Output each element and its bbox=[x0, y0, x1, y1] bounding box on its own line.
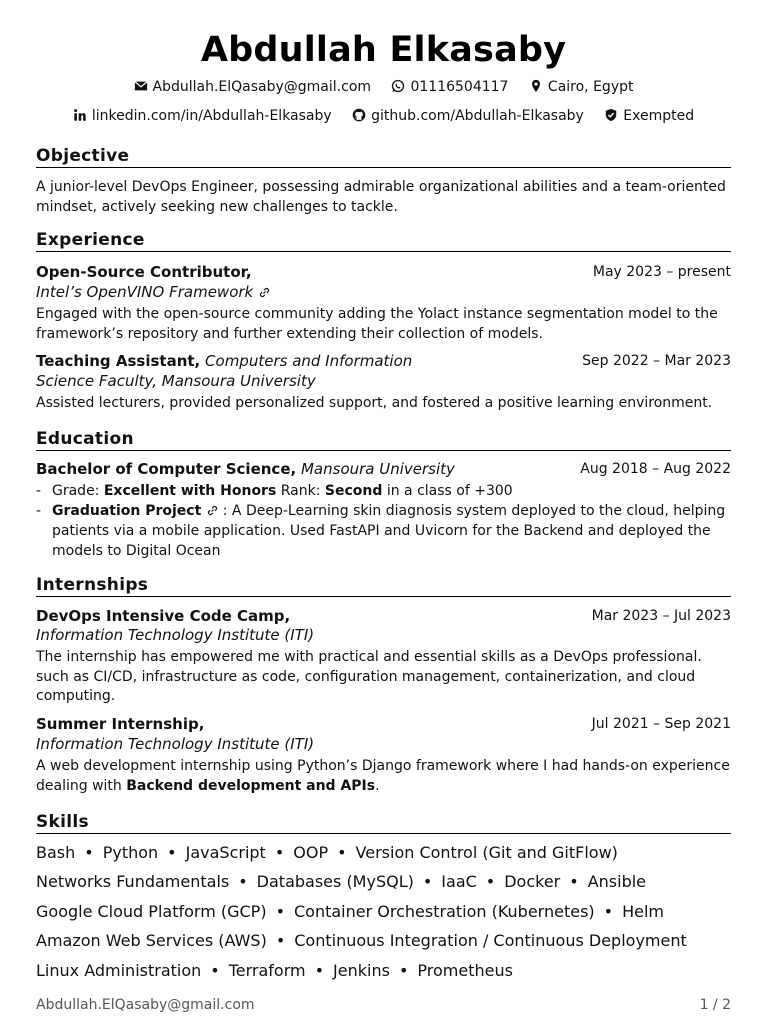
internship-role: DevOps Intensive Code Camp, bbox=[36, 607, 291, 625]
skill-item: Python bbox=[102, 843, 159, 862]
experience-subtitle bbox=[36, 283, 731, 301]
skill-separator: • bbox=[167, 843, 177, 862]
skill-separator: • bbox=[337, 843, 347, 862]
footer-email: Abdullah.ElQasaby@gmail.com bbox=[36, 997, 255, 1013]
skill-item: Networks Fundamentals bbox=[36, 872, 230, 891]
phone-text: 01116504117 bbox=[410, 79, 509, 95]
internship-subtitle: Information Technology Institute (ITI) bbox=[36, 626, 315, 644]
project-label: Graduation Project bbox=[52, 503, 202, 519]
experience-description: Assisted lecturers, provided personalized support, and fostered a positive learning environment. bbox=[36, 395, 713, 411]
shield-icon bbox=[604, 108, 618, 122]
whatsapp-icon bbox=[391, 79, 405, 93]
military-status bbox=[604, 108, 694, 124]
skill-item: Google Cloud Platform (GCP) bbox=[36, 902, 267, 921]
experience-subtitle: Science Faculty, Mansoura University bbox=[36, 372, 316, 390]
skill-item: JavaScript bbox=[185, 843, 266, 862]
skill-separator: • bbox=[84, 843, 94, 862]
internship-dates: Mar 2023 – Jul 2023 bbox=[591, 608, 731, 624]
skill-item: Jenkins bbox=[333, 961, 390, 980]
skill-item: Docker bbox=[504, 872, 561, 891]
internship-subtitle: Information Technology Institute (ITI) bbox=[36, 735, 315, 753]
education-bullet-project: - Graduation Project : A Deep-Learning skin diagnosis system deployed to the cloud, helping patients via a mobile application. Used FastAPI and Uvicorn for the Backend and deployed the models to Digital Ocean bbox=[36, 503, 726, 559]
skill-item: Amazon Web Services (AWS) bbox=[36, 931, 267, 950]
skill-separator: • bbox=[275, 931, 286, 950]
military-text: Exempted bbox=[623, 108, 695, 124]
education-dates: Aug 2018 – Aug 2022 bbox=[580, 461, 731, 477]
skills-heading: Skills bbox=[36, 812, 731, 834]
map-pin-icon bbox=[529, 79, 543, 93]
experience-org: Intel’s OpenVINO Framework bbox=[36, 283, 254, 301]
skill-separator: • bbox=[422, 872, 433, 891]
phone-contact[interactable] bbox=[391, 79, 508, 95]
internship-entry-1-header bbox=[36, 607, 731, 627]
internship-dates: Jul 2021 – Sep 2021 bbox=[591, 716, 731, 732]
skill-separator: • bbox=[238, 872, 248, 891]
skill-separator: • bbox=[210, 961, 220, 980]
skills-line-1 bbox=[36, 843, 731, 862]
school: Mansoura University bbox=[300, 460, 455, 478]
skill-item: Ansible bbox=[587, 872, 647, 891]
skill-item: Linux Administration bbox=[36, 961, 202, 980]
skill-item: Terraform bbox=[228, 961, 306, 980]
experience-dates: May 2023 – present bbox=[592, 264, 731, 280]
skills-line-4 bbox=[36, 931, 731, 950]
experience-heading: Experience bbox=[36, 230, 731, 252]
skills-line-3 bbox=[36, 902, 731, 921]
linkedin-icon bbox=[73, 108, 87, 122]
experience-role: Teaching Assistant, bbox=[36, 352, 201, 370]
experience-role: Open-Source Contributor, bbox=[36, 263, 252, 281]
github-contact[interactable] bbox=[352, 108, 584, 124]
skill-item: Helm bbox=[622, 902, 664, 921]
skill-item: OOP bbox=[293, 843, 329, 862]
envelope-icon bbox=[134, 79, 148, 93]
education-entry-header bbox=[36, 460, 731, 480]
skill-separator: • bbox=[485, 872, 496, 891]
skill-separator: • bbox=[603, 902, 614, 921]
skill-separator: • bbox=[398, 961, 409, 980]
link-icon[interactable] bbox=[207, 505, 218, 516]
github-text: github.com/Abdullah-Elkasaby bbox=[371, 108, 584, 124]
skill-item: Continuous Integration / Continuous Deployment bbox=[294, 931, 687, 950]
skills-line-2 bbox=[36, 872, 731, 891]
project-text: : A Deep-Learning skin diagnosis system deployed to the cloud, helping patients via a mobile application. Used FastAPI and Uvicorn for the Backend and deployed the models to Digital Ocean bbox=[52, 503, 726, 559]
education-heading: Education bbox=[36, 429, 731, 451]
objective-text: A junior-level DevOps Engineer, possessing admirable organizational abilities and a team-oriented mindset, actively seeking new challenges to tackle. bbox=[36, 179, 726, 215]
objective-heading: Objective bbox=[36, 146, 731, 168]
candidate-name: Abdullah Elkasaby bbox=[200, 30, 567, 70]
skills-line-5 bbox=[36, 961, 731, 980]
link-icon[interactable] bbox=[259, 287, 270, 298]
skill-item: Databases (MySQL) bbox=[256, 872, 414, 891]
skill-item: Version Control (Git and GitFlow) bbox=[355, 843, 618, 862]
internship-description: The internship has empowered me with practical and essential skills as a DevOps professional. such as CI/CD, infrastructure as code, configuration management, containerization, and cloud computing. bbox=[36, 649, 702, 704]
contact-row-1 bbox=[36, 79, 731, 95]
experience-dates: Sep 2022 – Mar 2023 bbox=[582, 353, 731, 369]
internship-description: A web development internship using Python’s Django framework where I had hands-on experience dealing with Backend development and APIs. bbox=[36, 758, 730, 794]
page-number: 1 / 2 bbox=[699, 997, 731, 1013]
skill-separator: • bbox=[275, 902, 285, 921]
skill-item: IaaC bbox=[441, 872, 477, 891]
skill-item: Container Orchestration (Kubernetes) bbox=[294, 902, 595, 921]
email-text: Abdullah.ElQasaby@gmail.com bbox=[152, 79, 372, 95]
github-icon bbox=[352, 108, 366, 122]
skill-separator: • bbox=[314, 961, 325, 980]
email-contact[interactable] bbox=[134, 79, 372, 95]
degree: Bachelor of Computer Science, bbox=[36, 460, 297, 478]
experience-entry-1-header bbox=[36, 263, 731, 283]
internship-entry-2-header bbox=[36, 715, 731, 735]
location-contact bbox=[529, 79, 634, 95]
internship-role: Summer Internship, bbox=[36, 715, 205, 733]
skill-item: Bash bbox=[36, 843, 76, 862]
skill-separator: • bbox=[569, 872, 579, 891]
experience-entry-2-header bbox=[36, 352, 731, 372]
skill-item: Prometheus bbox=[417, 961, 513, 980]
linkedin-contact[interactable] bbox=[73, 108, 332, 124]
linkedin-text: linkedin.com/in/Abdullah-Elkasaby bbox=[91, 108, 332, 124]
experience-description: Engaged with the open-source community adding the Yolact instance segmentation model to the framework’s repository and further extending their collection of models. bbox=[36, 306, 718, 342]
contact-row-2 bbox=[36, 108, 731, 124]
skill-separator: • bbox=[274, 843, 285, 862]
education-bullet-grade: - Grade: Excellent with Honors Rank: Second in a class of +300 bbox=[36, 483, 513, 499]
location-text: Cairo, Egypt bbox=[547, 79, 634, 95]
experience-org-inline: Computers and Information bbox=[205, 352, 413, 370]
internships-heading: Internships bbox=[36, 575, 731, 597]
